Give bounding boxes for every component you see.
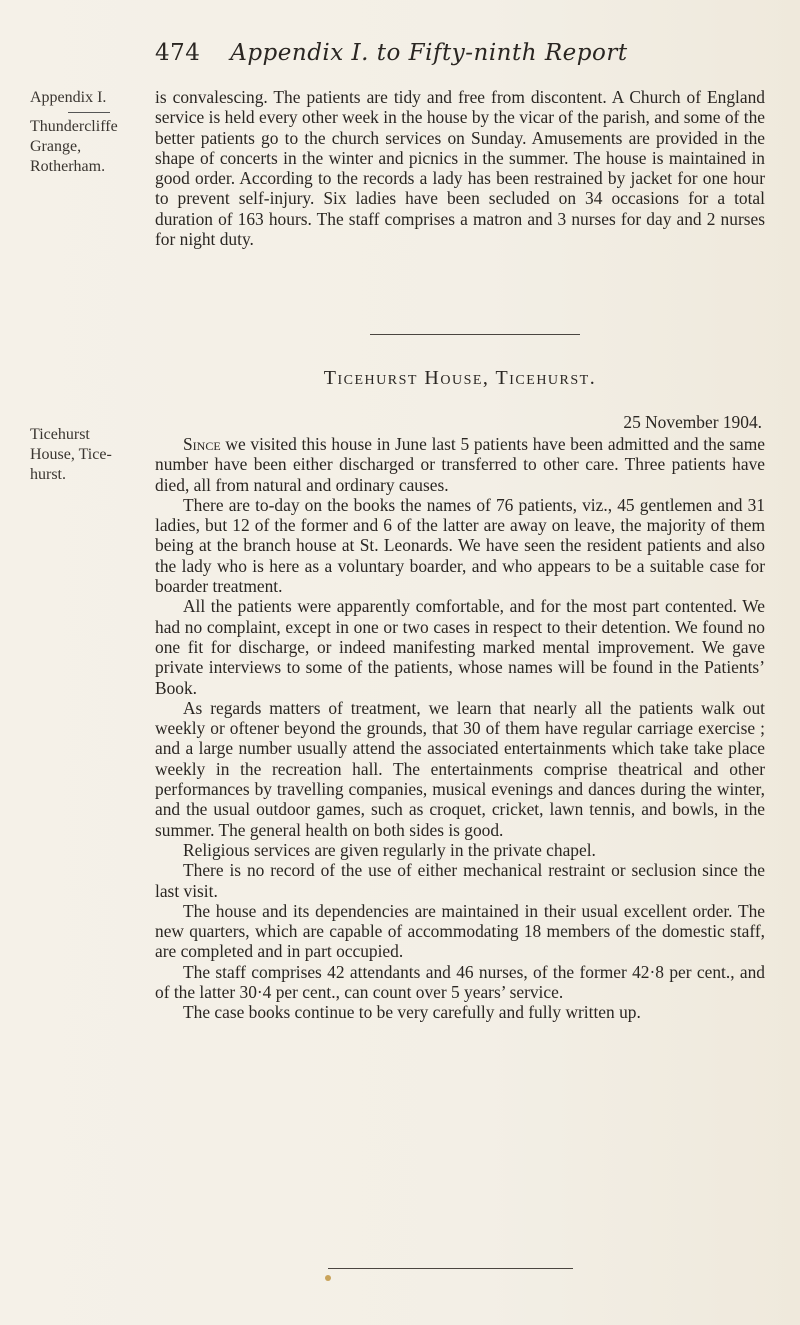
paragraph-comfort: All the patients were apparently comfortable, and for the most part contented. We had no complaint, except in one or two cases in respect to their detention. We found no one fit for discharge, or indeed manifesting marked mental improvement. We gave private interviews to some of the patients, whose names will be found in the Patients’ Book. [155, 596, 765, 698]
paragraph-case-books: The case books continue to be very carefully and fully written up. [183, 1002, 641, 1023]
section-divider [370, 334, 580, 335]
lead-word: Since [183, 434, 221, 454]
margin-note-line: House, Tice- [30, 446, 112, 463]
margin-rule [68, 112, 110, 113]
paragraph-restraint: There is no record of the use of either mechanical restraint or seclusion since the last visit. [155, 860, 765, 901]
paragraph-text: we visited this house in June last 5 patients have been admitted and the same number have been either discharged or transferred to other care. Three patients have died, all from natural and ordinary causes. [155, 434, 765, 495]
page-number: 474 [155, 40, 201, 66]
margin-note-line: hurst. [30, 466, 66, 483]
ink-spot [325, 1275, 331, 1281]
paragraph-religious: Religious services are given regularly in the private chapel. [183, 839, 596, 860]
paragraph-staff: The staff comprises 42 attendants and 46 nurses, of the former 42·8 per cent., and of the latter 30·4 per cent., can count over 5 years’ service. [155, 961, 765, 1003]
margin-note-line: Grange, [30, 138, 82, 155]
end-divider [328, 1268, 573, 1269]
paragraph-treatment: As regards matters of treatment, we learn that nearly all the patients walk out weekly or oftener beyond the grounds, that 30 of them have regular carriage exercise ; and a large number usually attend the associated entertainments which take take place weekly in the recreation hall. The entertainments comprise theatrical and other performances by travelling companies, musical evenings and dances during the winter, and the usual outdoor games, such as croquet, cricket, lawn tennis, and bowls, in the summer. The general health on both sides is good. [155, 697, 765, 840]
intro-paragraph: is convalescing. The patients are tidy and free from discontent. A Church of England service is held every other week in the house by the vicar of the parish, and some of the better patients go to the church services on Sunday. Amusements are provided in the shape of concerts in the winter and picnics in the summer. The house is maintained in good order. According to the records a lady has been restrained by jacket for one hour to prevent self-injury. Six ladies have been secluded on 34 occasions for a total duration of 163 hours. The staff comprises a matron and 3 nurses for day and 2 nurses for night duty. [155, 87, 765, 250]
section-body [155, 434, 765, 1023]
margin-note-thundercliffe [30, 88, 145, 177]
margin-note-line: Thundercliffe [30, 118, 118, 135]
visit-date: 25 November 1904. [623, 412, 762, 432]
section-title: Ticehurst House, Ticehurst. [323, 367, 597, 389]
margin-note-line: Appendix I. [30, 89, 107, 106]
running-header [155, 40, 775, 66]
margin-note-ticehurst [30, 425, 145, 485]
paragraph-patients-count: There are to-day on the books the names of 76 patients, viz., 45 gentlemen and 31 ladies, but 12 of the former and 6 of the latter are away on leave, the majority of them being at the branch house at St. Leonards. We have seen the resident patients and also the lady who is here as a voluntary boarder, and who appears to be a suitable case for boarder treatment. [155, 494, 765, 597]
paragraph-admissions [155, 434, 765, 495]
margin-note-line: Ticehurst [30, 426, 90, 443]
running-title: Appendix I. to Fifty-ninth Report [230, 40, 628, 66]
paragraph-maintenance: The house and its dependencies are maintained in their usual excellent order. The new quarters, which are capable of accommodating 18 members of the domestic staff, are completed and in part occupied. [155, 900, 765, 962]
margin-note-line: Rotherham. [30, 158, 106, 175]
